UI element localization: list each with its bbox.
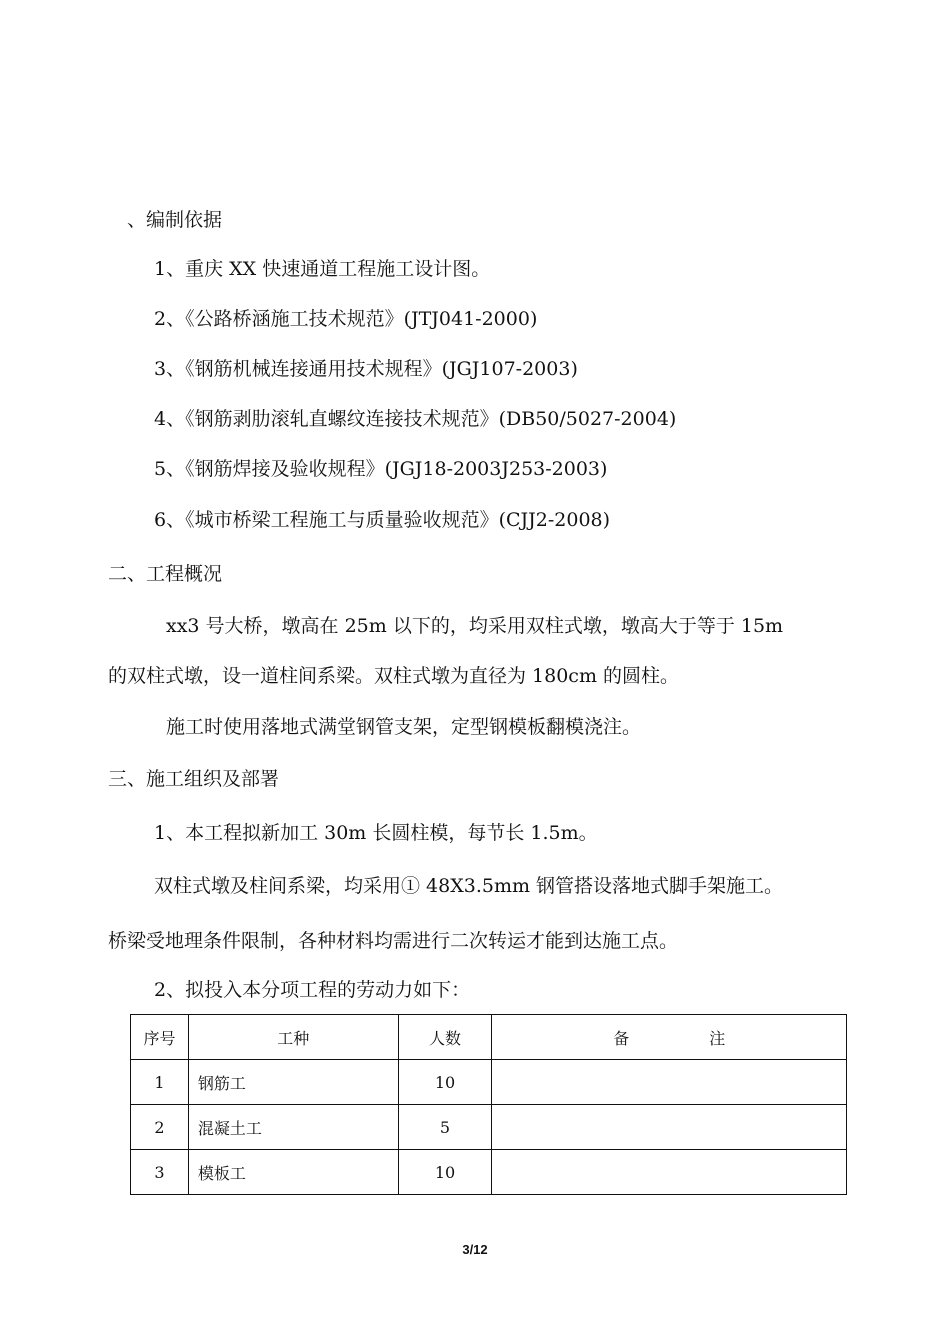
- header-remark: 备 注: [492, 1015, 847, 1060]
- section-heading-overview: 二、工程概况: [108, 563, 223, 585]
- table-row: [131, 1060, 847, 1105]
- table-header-row: [131, 1015, 847, 1060]
- header-count: 人数: [398, 1015, 492, 1060]
- cell-remark: [492, 1060, 847, 1105]
- cell-trade: 模板工: [188, 1150, 398, 1195]
- cell-remark: [492, 1105, 847, 1150]
- basis-item-1: 1、重庆 XX 快速通道工程施工设计图。: [154, 258, 491, 280]
- cell-no: 1: [131, 1060, 189, 1105]
- overview-paragraph-line-2: 的双柱式墩，设一道柱间系梁。双柱式墩为直径为 180cm 的圆柱。: [108, 665, 680, 687]
- organization-paragraph-line-1: 双柱式墩及柱间系梁，均采用① 48X3.5mm 钢管搭设落地式脚手架施工。: [154, 875, 784, 897]
- header-trade: 工种: [188, 1015, 398, 1060]
- section-heading-organization: 三、施工组织及部署: [108, 768, 280, 790]
- overview-paragraph-2: 施工时使用落地式满堂钢管支架，定型钢模板翻模浇注。: [166, 716, 642, 738]
- basis-item-5: 5、《钢筋焊接及验收规程》(JGJ18-2003J253-2003): [154, 458, 608, 480]
- labor-table: [130, 1014, 847, 1195]
- organization-paragraph-line-2: 桥梁受地理条件限制，各种材料均需进行二次转运才能到达施工点。: [108, 930, 679, 952]
- cell-no: 3: [131, 1150, 189, 1195]
- cell-remark: [492, 1150, 847, 1195]
- section-heading-basis: 、编制依据: [127, 209, 223, 231]
- table-row: [131, 1150, 847, 1195]
- basis-item-4: 4、《钢筋剥肋滚轧直螺纹连接技术规范》(DB50/5027-2004): [154, 408, 677, 430]
- cell-count: 5: [398, 1105, 492, 1150]
- cell-count: 10: [398, 1060, 492, 1105]
- table-row: [131, 1105, 847, 1150]
- organization-item-1: 1、本工程拟新加工 30m 长圆柱模，每节长 1.5m。: [154, 822, 598, 844]
- cell-trade: 钢筋工: [188, 1060, 398, 1105]
- cell-trade: 混凝土工: [188, 1105, 398, 1150]
- header-no: 序号: [131, 1015, 189, 1060]
- basis-item-6: 6、《城市桥梁工程施工与质量验收规范》(CJJ2-2008): [154, 509, 611, 531]
- cell-no: 2: [131, 1105, 189, 1150]
- page-number: 3/12: [462, 1242, 488, 1257]
- basis-item-2: 2、《公路桥涵施工技术规范》(JTJ041-2000): [154, 308, 538, 330]
- overview-paragraph-line-1: xx3 号大桥，墩高在 25m 以下的，均采用双柱式墩，墩高大于等于 15m: [166, 615, 784, 637]
- organization-item-2: 2、拟投入本分项工程的劳动力如下：: [154, 979, 471, 1001]
- basis-item-3: 3、《钢筋机械连接通用技术规程》(JGJ107-2003): [154, 358, 578, 380]
- cell-count: 10: [398, 1150, 492, 1195]
